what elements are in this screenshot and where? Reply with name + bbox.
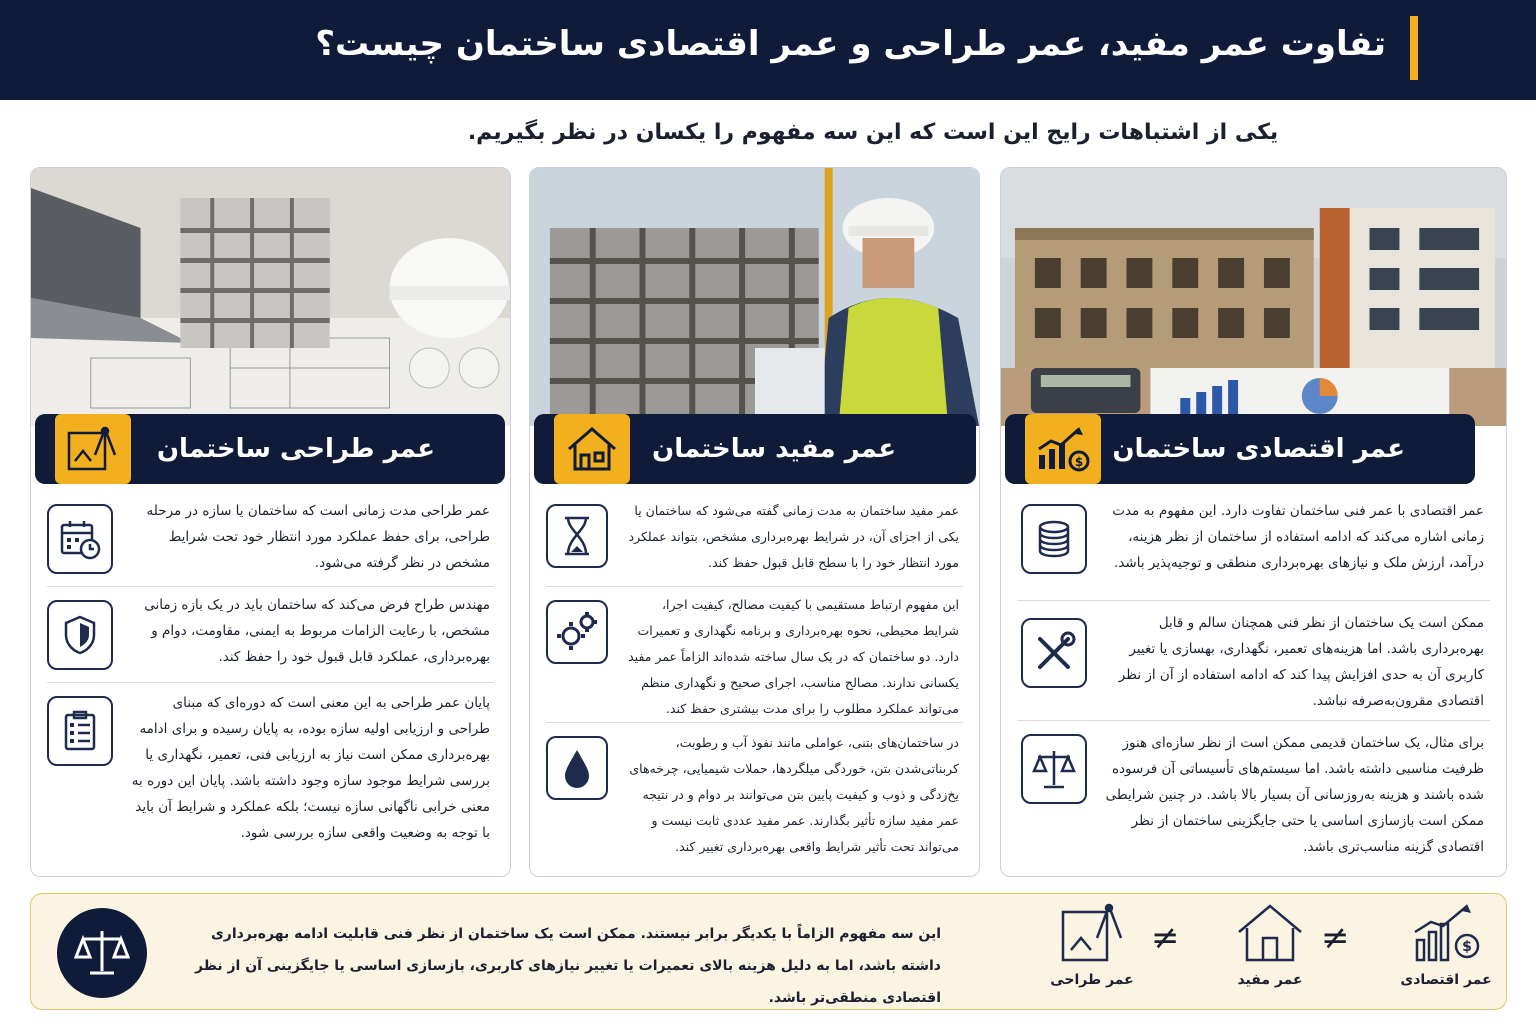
growth-chart-icon — [1025, 414, 1101, 484]
design-row-3 — [31, 690, 510, 870]
divider — [546, 722, 963, 723]
economic-row-3-text: برای مثال، یک ساختمان قدیمی ممکن است از نظر سازه‌ای هنوز ظرفیت مناسبی داشته باشد. اما سیستم‌های تأسیساتی آن فرسوده شده باشند و هزینه به‌روزسانی آن بسیار بالا باشد. در چنین شرایطی ممکن است بازسازی اساسی یا حتی جایگزینی ساختمان از نظر اقتصادی گزینه مناسب‌تری باشد. — [1105, 735, 1484, 855]
design-row-3-text: پایان عمر طراحی به این معنی است که دوره‌ای که مبنای طراحی و ارزیابی اولیه سازه بوده، به پایان رسیده و برای ادامه بهره‌برداری ممکن است نیاز به ارزیابی فنی، تعمیر، نگهداری یا بررسی شرایط موجود سازه وجود داشته باشد. پایان این دوره به معنی خرابی ناگهانی سازه نیست؛ بلکه عملکرد و شرایط آن باید با توجه به وضعیت واقعی سازه بررسی شود. — [131, 695, 490, 841]
blueprint-icon — [1057, 902, 1127, 964]
useful-row-3 — [530, 730, 979, 870]
house-icon — [554, 414, 630, 484]
card-design-life — [30, 167, 511, 877]
coins-icon — [1021, 504, 1087, 574]
construction-site-photo — [530, 168, 979, 426]
useful-row-1 — [530, 498, 979, 598]
economic-row-3 — [1001, 730, 1506, 870]
divider — [47, 586, 494, 587]
useful-row-2-text: این مفهوم ارتباط مستقیمی با کیفیت مصالح، کیفیت اجرا، شرایط محیطی، نحوه بهره‌برداری و برنامه نگهداری و تعمیرات دارد. دو ساختمان که در یک سال ساخته شده‌اند الزاماً عمر مفید یکسانی ندارند. مصالح مناسب، اجرای صحیح و نگهداری منظم می‌تواند عملکرد مطلوب را برای مدت بیشتری حفظ کند. — [628, 597, 959, 716]
card-useful-life — [529, 167, 980, 877]
shield-icon — [47, 600, 113, 670]
card-economic-title: عمر اقتصادی ساختمان — [1112, 434, 1405, 464]
water-drop-icon — [546, 736, 608, 800]
design-row-2-text: مهندس طراح فرض می‌کند که ساختمان باید در یک بازه زمانی مشخص، با رعایت الزامات مربوط به ایمنی، مقاومت، دوام و بهره‌برداری، عملکرد قابل قبول خود را حفظ کند. — [144, 597, 490, 665]
summary-item-useful — [1215, 902, 1325, 988]
old-building-photo — [1001, 168, 1506, 426]
summary-label-useful: عمر مفید — [1237, 972, 1303, 988]
card-economic-banner — [1005, 414, 1475, 484]
hourglass-icon — [546, 504, 608, 568]
divider — [1017, 600, 1490, 601]
card-economic-life — [1000, 167, 1507, 877]
summary-text: این سه مفهوم الزاماً با یکدیگر برابر نیستند. ممکن است یک ساختمان از نظر فنی قابلیت ادامه بهره‌برداری داشته باشد، اما به دلیل هزینه بالای تعمیرات یا تغییر نیازهای کاربری، بازسازی اساسی یا جایگزینی آن از نظر اقتصادی منطقی‌تر باشد. — [194, 926, 941, 1006]
divider — [47, 682, 494, 683]
useful-row-1-text: عمر مفید ساختمان به مدت زمانی گفته می‌شود که ساختمان یا یکی از اجزای آن، در شرایط بهره‌برداری مشخص، بتواند عملکرد مورد انتظار خود را با سطح قابل قبول حفظ کند. — [628, 503, 959, 570]
scales-icon — [1021, 734, 1087, 804]
page-subtitle: یکی از اشتباهات رایج این است که این سه مفهوم را یکسان در نظر بگیریم. — [467, 120, 1279, 145]
design-row-1 — [31, 498, 510, 588]
page-title: تفاوت عمر مفید، عمر طراحی و عمر اقتصادی ساختمان چیست؟ — [315, 24, 1386, 64]
growth-chart-icon — [1411, 902, 1481, 964]
blueprint-icon — [55, 414, 131, 484]
summary-label-design: عمر طراحی — [1050, 972, 1134, 988]
card-useful-title: عمر مفید ساختمان — [652, 434, 896, 464]
economic-row-1 — [1001, 498, 1506, 598]
card-design-title: عمر طراحی ساختمان — [156, 434, 435, 464]
useful-row-2 — [530, 592, 979, 722]
divider — [1017, 720, 1490, 721]
summary-box — [30, 893, 1507, 1010]
svg-text:$: $ — [1074, 455, 1084, 469]
summary-label-economic: عمر اقتصادی — [1400, 972, 1492, 988]
header-bar — [0, 0, 1536, 100]
card-design-banner — [35, 414, 505, 484]
checklist-icon — [47, 696, 113, 766]
house-icon — [1235, 902, 1305, 964]
not-equal-sign: ≠ — [1321, 918, 1350, 958]
not-equal-sign: ≠ — [1151, 918, 1180, 958]
blueprint-desk-photo — [31, 168, 510, 426]
gears-icon — [546, 600, 608, 664]
summary-item-economic — [1391, 902, 1501, 988]
header-accent-bar — [1410, 16, 1418, 80]
scales-icon — [57, 908, 147, 998]
useful-row-3-text: در ساختمان‌های بتنی، عواملی مانند نفوذ آب و رطوبت، کربناتی‌شدن بتن، خوردگی میلگردها، حملات شیمیایی، چرخه‌های یخ‌زدگی و ذوب و کیفیت پایین بتن می‌توانند بر دوام و در نتیجه عمر مفید سازه تأثیر بگذارند. عمر مفید عددی ثابت نیست و می‌تواند تحت تأثیر شرایط واقعی بهره‌برداری تغییر کند. — [629, 735, 959, 854]
economic-row-2-text: ممکن است یک ساختمان از نظر فنی همچنان سالم و قابل بهره‌برداری باشد. اما هزینه‌های تعمیر، نگهداری، بهسازی یا تغییر کاربری آن به حدی افزایش پیدا کند که ادامه استفاده از آن از نظر اقتصادی مقرون‌به‌صرفه نباشد. — [1118, 615, 1484, 709]
economic-row-1-text: عمر اقتصادی با عمر فنی ساختمان تفاوت دارد. این مفهوم به مدت زمانی اشاره می‌کند که ادامه استفاده از ساختمان از نظر هزینه، درآمد، ارزش ملک و نیازهای بهره‌برداری منطقی و توجیه‌پذیر باشد. — [1112, 503, 1484, 571]
economic-row-2 — [1001, 610, 1506, 720]
svg-text:$: $ — [1462, 939, 1472, 955]
divider — [546, 586, 963, 587]
calendar-clock-icon — [47, 504, 113, 574]
summary-item-design — [1037, 902, 1147, 988]
design-row-1-text: عمر طراحی مدت زمانی است که ساختمان یا سازه در مرحله طراحی، برای حفظ عملکرد مورد انتظار خود تحت شرایط مشخص در نظر گرفته می‌شود. — [146, 503, 490, 571]
tools-icon — [1021, 618, 1087, 688]
card-useful-banner — [534, 414, 976, 484]
design-row-2 — [31, 592, 510, 682]
